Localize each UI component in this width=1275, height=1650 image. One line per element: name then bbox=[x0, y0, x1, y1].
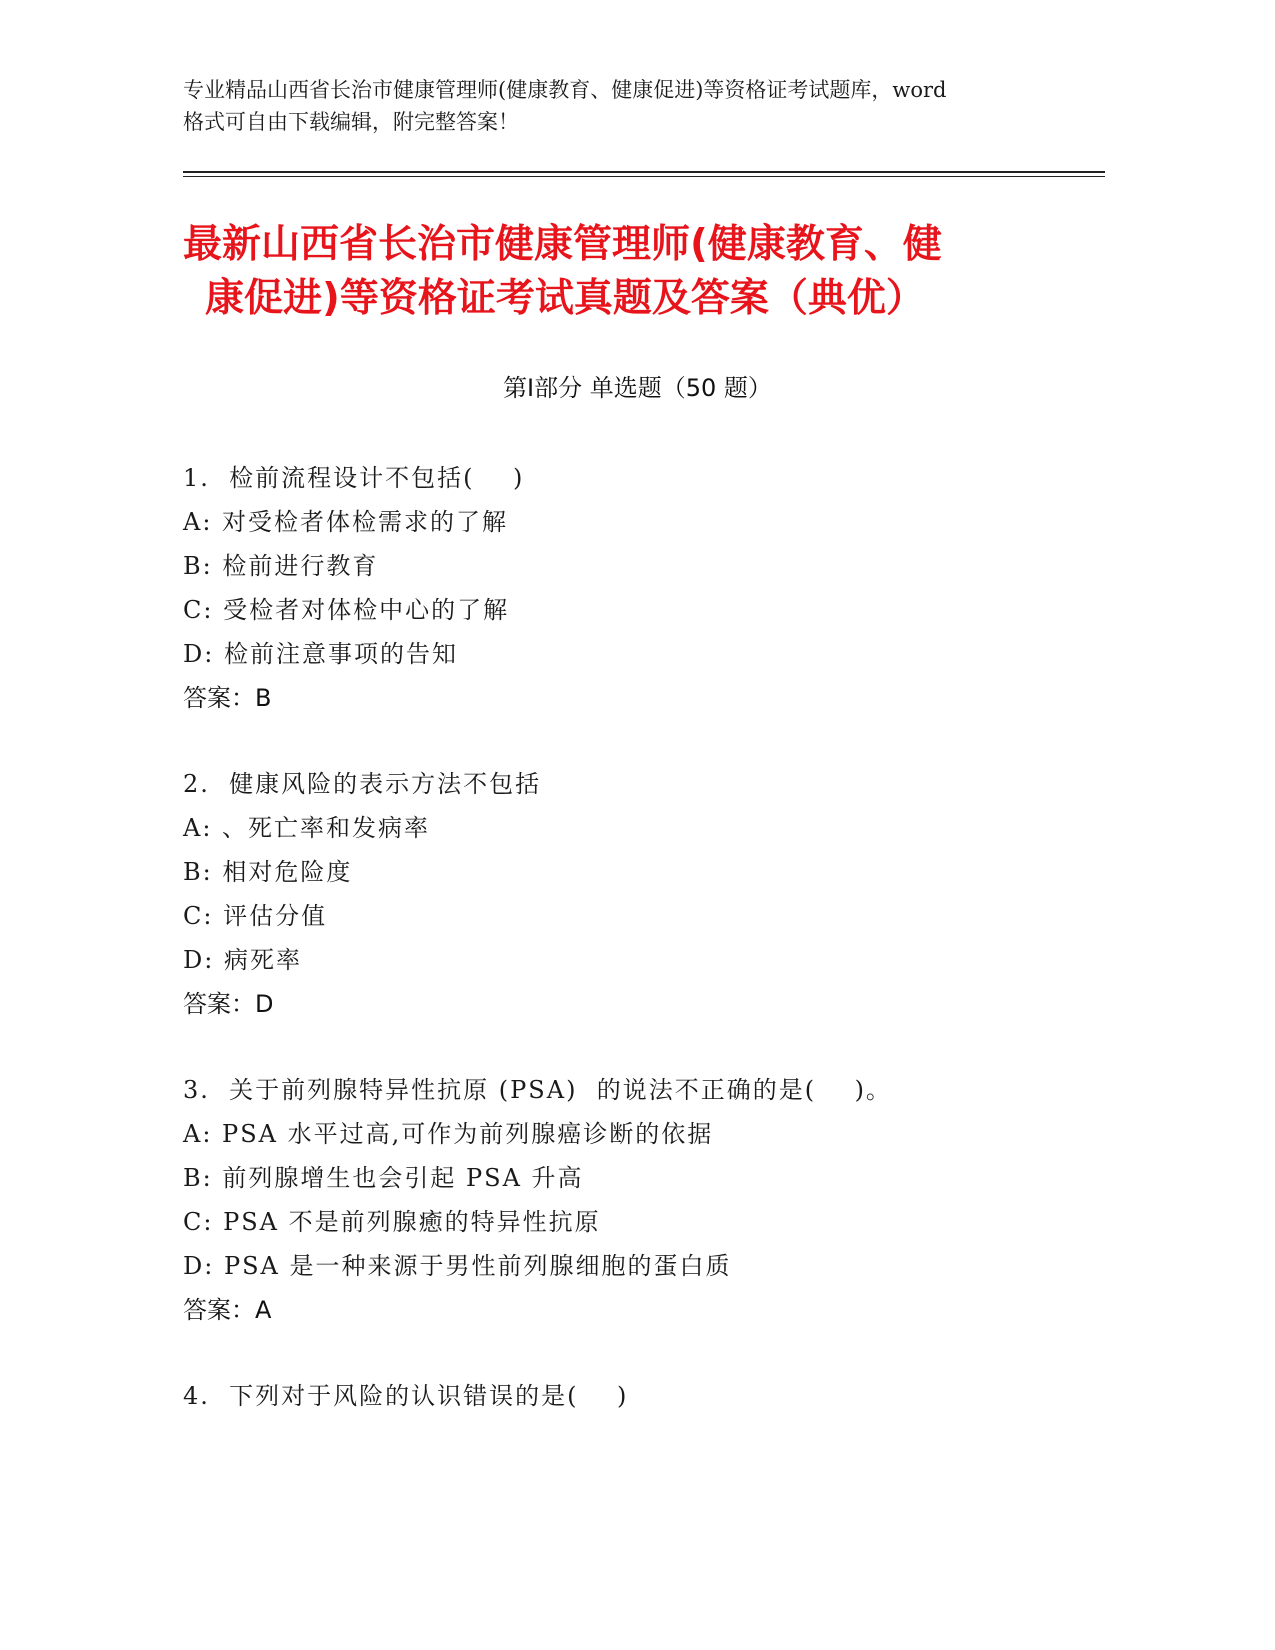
question-stem: 1. 检前流程设计不包括( ) bbox=[183, 464, 525, 492]
question-stem: 3. 关于前列腺特异性抗原 (PSA) 的说法不正确的是( )。 bbox=[183, 1076, 892, 1104]
option-c: C: PSA 不是前列腺癒的特异性抗原 bbox=[183, 1208, 601, 1236]
document-title-line-1: 最新山西省长治市健康管理师(健康教育、健 bbox=[183, 222, 942, 267]
question-1 bbox=[183, 456, 1103, 720]
option-c: C: 受检者对体检中心的了解 bbox=[183, 596, 510, 624]
question-stem: 4. 下列对于风险的认识错误的是( ) bbox=[183, 1382, 629, 1410]
answer: 答案：A bbox=[183, 1296, 272, 1324]
option-a: A: PSA 水平过高,可作为前列腺癌诊断的依据 bbox=[183, 1120, 714, 1148]
question-stem: 2. 健康风险的表示方法不包括 bbox=[183, 770, 542, 798]
answer: 答案：B bbox=[183, 684, 272, 712]
header-divider-thin bbox=[183, 176, 1105, 177]
header-note-line-2: 格式可自由下载编辑，附完整答案！ bbox=[183, 110, 519, 134]
question-2 bbox=[183, 762, 1103, 1026]
section-title: 第Ⅰ部分 单选题（50 题） bbox=[503, 374, 772, 402]
option-d: D: 检前注意事项的告知 bbox=[183, 640, 458, 668]
document-title-line-2: 康促进)等资格证考试真题及答案（典优） bbox=[205, 276, 925, 321]
option-d: D: PSA 是一种来源于男性前列腺细胞的蛋白质 bbox=[183, 1252, 732, 1280]
question-4 bbox=[183, 1374, 1103, 1418]
option-b: B: 前列腺增生也会引起 PSA 升高 bbox=[183, 1164, 584, 1192]
question-3 bbox=[183, 1068, 1103, 1332]
document-title bbox=[183, 218, 1063, 326]
header-divider-thick bbox=[183, 171, 1105, 173]
answer: 答案：D bbox=[183, 990, 274, 1018]
header-note bbox=[183, 74, 1083, 138]
option-b: B: 相对危险度 bbox=[183, 858, 353, 886]
option-d: D: 病死率 bbox=[183, 946, 302, 974]
question-list bbox=[183, 456, 1103, 1460]
option-a: A: 、死亡率和发病率 bbox=[183, 814, 431, 842]
option-c: C: 评估分值 bbox=[183, 902, 328, 930]
header-note-line-1: 专业精品山西省长治市健康管理师(健康教育、健康促进)等资格证考试题库，word bbox=[183, 78, 947, 102]
option-a: A: 对受检者体检需求的了解 bbox=[183, 508, 509, 536]
option-b: B: 检前进行教育 bbox=[183, 552, 379, 580]
